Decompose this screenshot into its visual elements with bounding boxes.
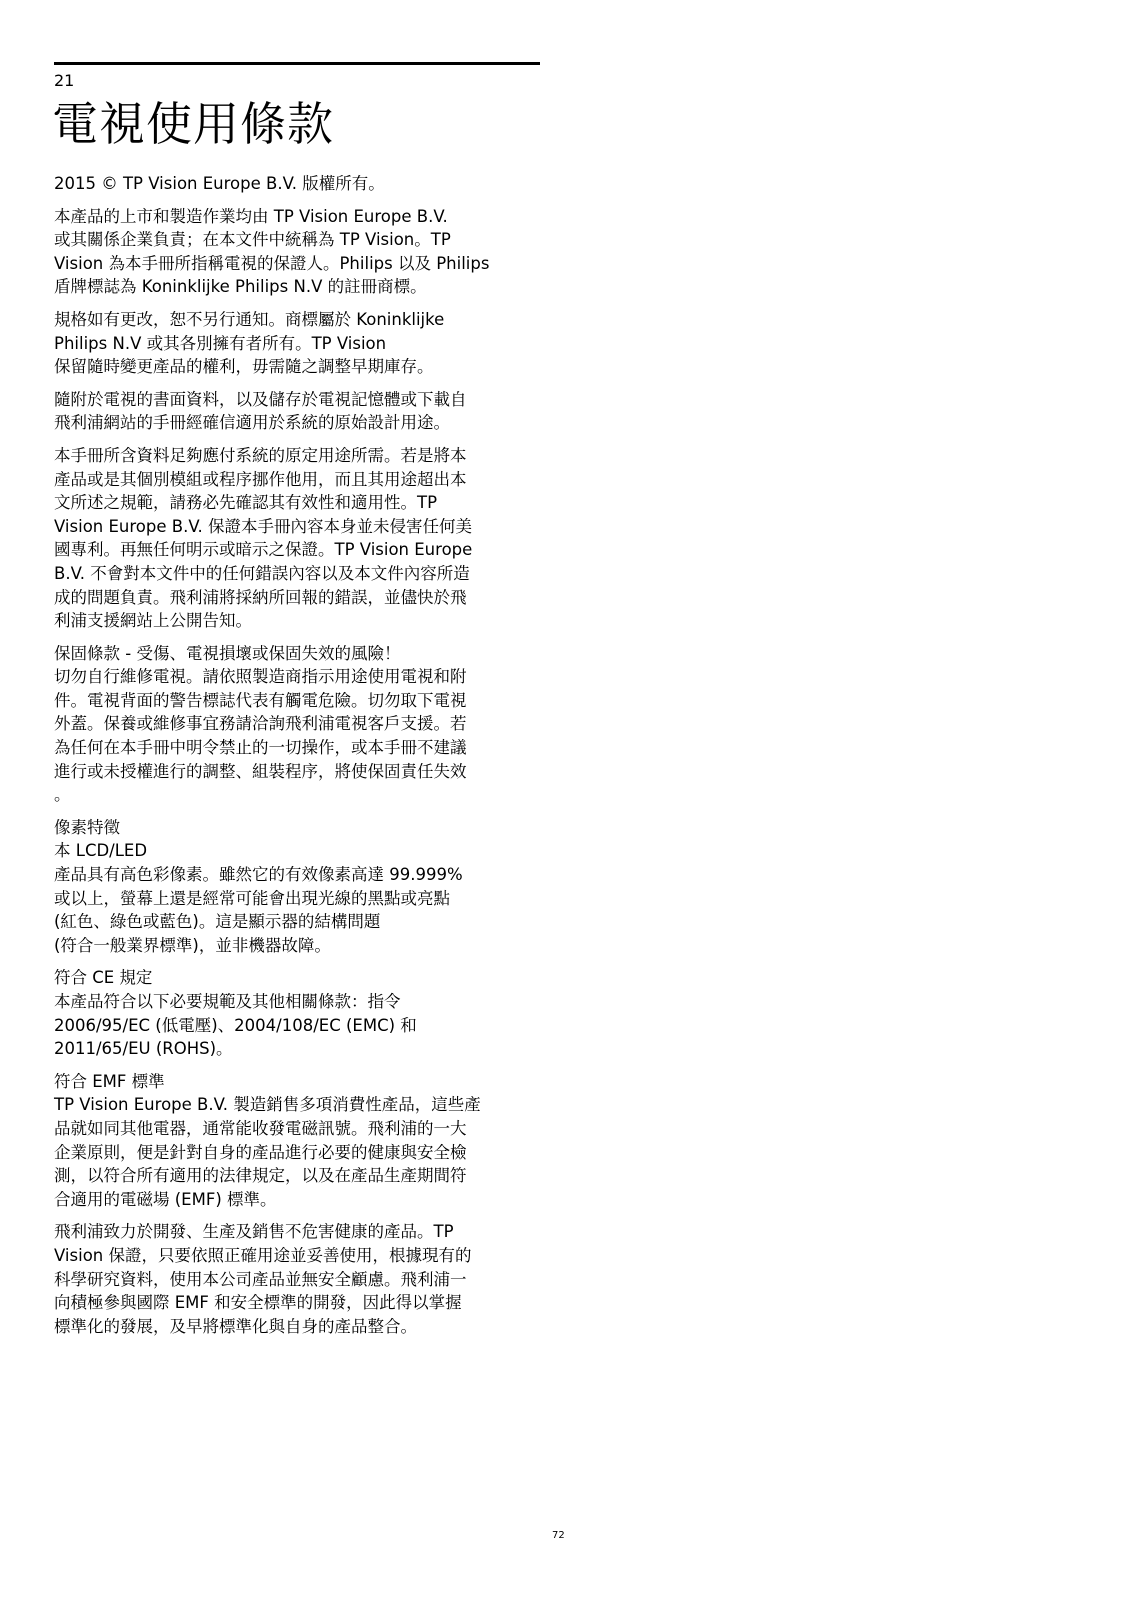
- text-line: Vision 為本手冊所指稱電視的保證人。Philips 以及 Philips: [54, 253, 490, 273]
- text-line: 產品或是其個別模組或程序挪作他用，而且其用途超出本: [54, 469, 467, 489]
- paragraph: [54, 444, 540, 633]
- text-line: 文所述之規範，請務必先確認其有效性和適用性。TP: [54, 493, 438, 513]
- text-line: 測，以符合所有適用的法律規定，以及在產品生產期間符: [54, 1166, 467, 1186]
- text-line: TP Vision Europe B.V. 製造銷售多項消費性產品，這些產: [54, 1095, 481, 1115]
- text-line: 飛利浦網站的手冊經確信適用於系統的原始設計用途。: [54, 413, 450, 433]
- paragraph: [54, 308, 540, 379]
- text-line: 企業原則，便是針對自身的產品進行必要的健康與安全檢: [54, 1142, 467, 1162]
- text-line: 2006/95/EC (低電壓)、2004/108/EC (EMC) 和: [54, 1015, 417, 1035]
- text-line: 件。電視背面的警告標誌代表有觸電危險。切勿取下電視: [54, 690, 467, 710]
- text-line: 產品具有高色彩像素。雖然它的有效像素高達 99.999%: [54, 865, 463, 885]
- paragraph: [54, 388, 540, 435]
- paragraph: [54, 1070, 540, 1212]
- text-line: 保固條款 - 受傷、電視損壞或保固失效的風險！: [54, 643, 401, 663]
- text-line: 向積極參與國際 EMF 和安全標準的開發，因此得以掌握: [54, 1293, 462, 1313]
- page-number: 72: [552, 1530, 565, 1541]
- paragraph: [54, 966, 540, 1060]
- text-line: 2011/65/EU (ROHS)。: [54, 1039, 233, 1059]
- text-line: 隨附於電視的書面資料，以及儲存於電視記憶體或下載自: [54, 389, 467, 409]
- text-line: 規格如有更改，恕不另行通知。商標屬於 Koninklijke: [54, 309, 445, 329]
- chapter-rule: [54, 62, 540, 65]
- paragraph: [54, 172, 540, 196]
- text-line: 2015 © TP Vision Europe B.V. 版權所有。: [54, 174, 385, 193]
- text-line: B.V. 不會對本文件中的任何錯誤內容以及本文件內容所造: [54, 563, 470, 583]
- page-title: 電視使用條款: [52, 97, 334, 151]
- text-line: 或以上，螢幕上還是經常可能會出現光線的黑點或亮點: [54, 888, 450, 908]
- text-line: 本手冊所含資料足夠應付系統的原定用途所需。若是將本: [54, 445, 467, 465]
- text-line: 為任何在本手冊中明令禁止的一切操作，或本手冊不建議: [54, 738, 467, 758]
- text-line: 利浦支援網站上公開告知。: [54, 611, 252, 631]
- text-line: 本產品符合以下必要規範及其他相關條款：指令: [54, 992, 401, 1011]
- text-line: 飛利浦致力於開發、生產及銷售不危害健康的產品。TP: [54, 1222, 454, 1242]
- text-line: 標準化的發展，及早將標準化與自身的產品整合。: [54, 1316, 417, 1336]
- text-line: 科學研究資料，使用本公司產品並無安全顧慮。飛利浦一: [54, 1269, 467, 1289]
- text-line: (紅色、綠色或藍色)。這是顯示器的結構問題: [54, 912, 381, 932]
- text-line: 或其關係企業負責；在本文件中統稱為 TP Vision。TP: [54, 230, 451, 250]
- text-line: 符合 EMF 標準: [54, 1071, 165, 1091]
- paragraph: [54, 1220, 540, 1338]
- text-line: 。: [54, 785, 71, 805]
- text-line: 國專利。再無任何明示或暗示之保證。TP Vision Europe: [54, 540, 473, 560]
- text-line: Philips N.V 或其各別擁有者所有。TP Vision: [54, 333, 387, 353]
- text-line: 成的問題負責。飛利浦將採納所回報的錯誤，並儘快於飛: [54, 587, 467, 607]
- chapter-number: 21: [54, 71, 75, 90]
- text-line: 本 LCD/LED: [54, 841, 148, 861]
- paragraph: [54, 205, 540, 299]
- text-line: 本產品的上市和製造作業均由 TP Vision Europe B.V.: [54, 206, 448, 226]
- text-line: 進行或未授權進行的調整、組裝程序，將使保固責任失效: [54, 761, 467, 781]
- text-line: 符合 CE 規定: [54, 968, 153, 988]
- paragraph: [54, 642, 540, 807]
- text-line: 外蓋。保養或維修事宜務請洽詢飛利浦電視客戶支援。若: [54, 714, 467, 734]
- body-text: [54, 172, 540, 1347]
- text-line: 合適用的電磁場 (EMF) 標準。: [54, 1189, 277, 1209]
- text-line: 盾牌標誌為 Koninklijke Philips N.V 的註冊商標。: [54, 277, 427, 297]
- text-line: (符合一般業界標準)，並非機器故障。: [54, 935, 331, 955]
- text-line: 保留隨時變更產品的權利，毋需隨之調整早期庫存。: [54, 357, 434, 377]
- paragraph: [54, 816, 540, 958]
- text-line: 像素特徵: [54, 817, 120, 837]
- text-line: Vision Europe B.V. 保證本手冊內容本身並未侵害任何美: [54, 516, 472, 536]
- text-line: Vision 保證，只要依照正確用途並妥善使用，根據現有的: [54, 1245, 472, 1265]
- text-line: 品就如同其他電器，通常能收發電磁訊號。飛利浦的一大: [54, 1118, 467, 1138]
- text-line: 切勿自行維修電視。請依照製造商指示用途使用電視和附: [54, 667, 467, 687]
